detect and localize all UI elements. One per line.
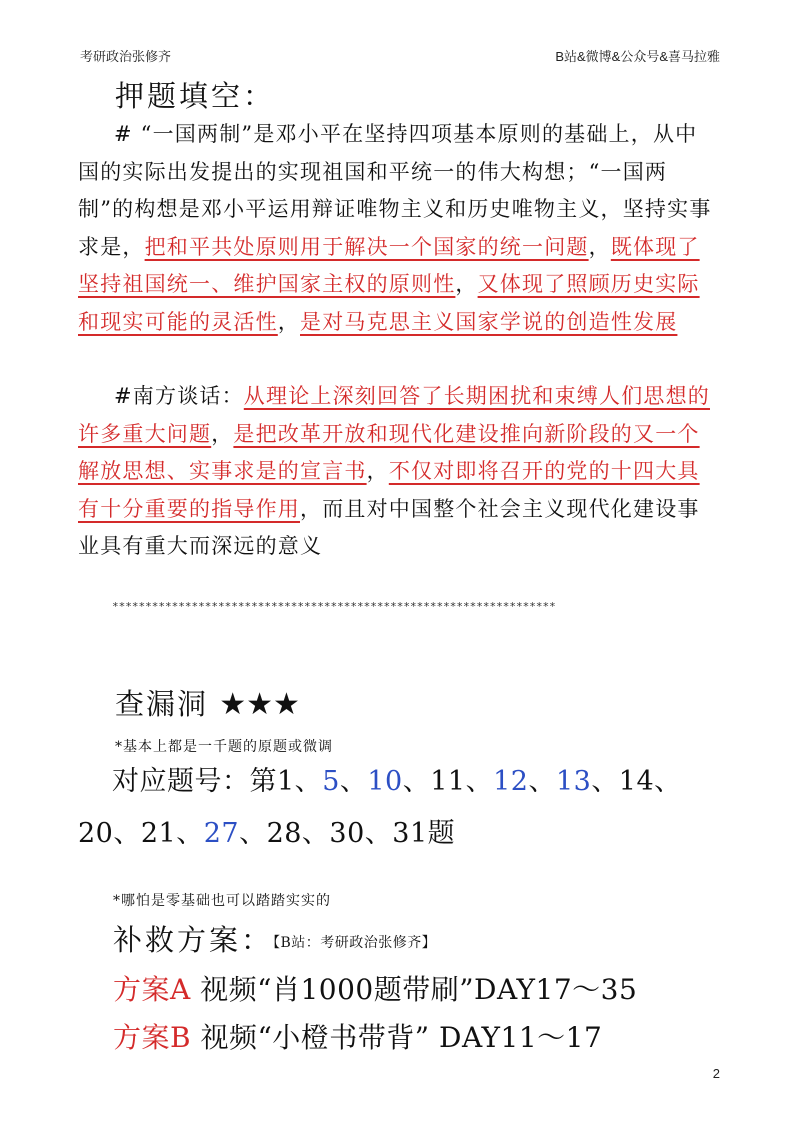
para2-text-4: ，而且对中国整个社会主义现代化建设事业具有重大而深远的意义 — [78, 496, 700, 558]
section-title-remedy — [113, 918, 436, 959]
plan-b — [113, 1016, 602, 1056]
remedy-title-text: 补救方案： — [113, 923, 274, 957]
paragraph-southern-tour — [78, 378, 718, 566]
header-right-platforms: B站&微博&公众号&喜马拉雅 — [555, 49, 720, 64]
section-title-gap-check — [115, 682, 300, 723]
qnum-text: 、 — [339, 766, 368, 797]
plan-a-label: 方案A — [113, 973, 191, 1006]
para2-blank-1: 从理论上深刻回答了长期困扰和束缚人们思想的许多重大问题 — [78, 384, 710, 446]
qnum-text: 、11、 — [402, 766, 494, 797]
para1-text-3: ， — [455, 272, 478, 296]
qnum-text: 对应题号：第1、 — [112, 766, 323, 797]
plan-a — [113, 968, 637, 1008]
qnum-highlight: 27 — [203, 818, 240, 849]
three-stars-icon: ★★★ — [219, 687, 300, 722]
plan-a-text: 视频“肖1000题带刷”DAY17～35 — [190, 973, 638, 1006]
gap-check-note: *基本上都是一千题的原题或微调 — [115, 739, 333, 755]
qnum-highlight: 12 — [493, 766, 529, 797]
qnum-text: 、14、 — [591, 766, 682, 797]
plan-b-text: 视频“小橙书带背” DAY11～17 — [191, 1021, 603, 1054]
qnum-highlight: 5 — [322, 766, 340, 797]
para1-text-2: ， — [588, 234, 611, 259]
para1-blank-4: 是对马克思主义国家学说的创造性发展 — [300, 309, 678, 334]
question-numbers-line-1 — [112, 756, 772, 807]
header-left-author: 考研政治张修齐 — [80, 49, 172, 64]
plan-b-label: 方案B — [113, 1021, 192, 1054]
page-number: 2 — [712, 1066, 720, 1081]
paragraph-one-country-two-systems — [78, 116, 718, 341]
para1-blank-1: 把和平共处原则用于解决一个国家的统一问题 — [144, 234, 589, 259]
para1-text-4: ， — [277, 309, 301, 334]
remedy-note: *哪怕是零基础也可以踏踏实实的 — [113, 893, 331, 909]
para1-text-1: # “一国两制”是邓小平在坚持四项基本原则的基础上，从中国的实际出发提出的实现祖国和平统一的伟大构想；“一国两制”的构想是邓小平运用辩证唯物主义和历史唯物主义，坚持实事求是， — [78, 122, 712, 259]
para2-blank-3: 不仅对即将召开的党的十四大具有十分重要的指导作用 — [78, 459, 700, 521]
qnum-highlight: 13 — [555, 766, 592, 797]
para2-text-1: #南方谈话： — [114, 384, 244, 408]
gap-check-title-text: 查漏洞 — [115, 687, 209, 721]
para1-blank-3: 又体现了照顾历史实际和现实可能的灵活性 — [78, 272, 700, 334]
bilibili-channel-tag: 【B站：考研政治张修齐】 — [273, 935, 437, 951]
qnum-text: 、28、30、31题 — [239, 818, 456, 849]
para2-text-2: ， — [211, 421, 234, 446]
para2-blank-2: 是把改革开放和现代化建设推向新阶段的又一个解放思想、实事求是的宣言书 — [78, 421, 700, 483]
question-numbers-line-2 — [78, 808, 738, 859]
qnum-highlight: 10 — [367, 766, 403, 797]
qnum-text: 、 — [528, 766, 556, 797]
section-title-prediction: 押题填空： — [115, 79, 276, 113]
para2-text-3: ， — [366, 459, 389, 483]
qnum-text: 20、21、 — [78, 818, 204, 849]
separator-line: ******************************************************************* — [112, 600, 556, 613]
para1-blank-2: 既体现了坚持祖国统一、维护国家主权的原则性 — [78, 234, 700, 296]
